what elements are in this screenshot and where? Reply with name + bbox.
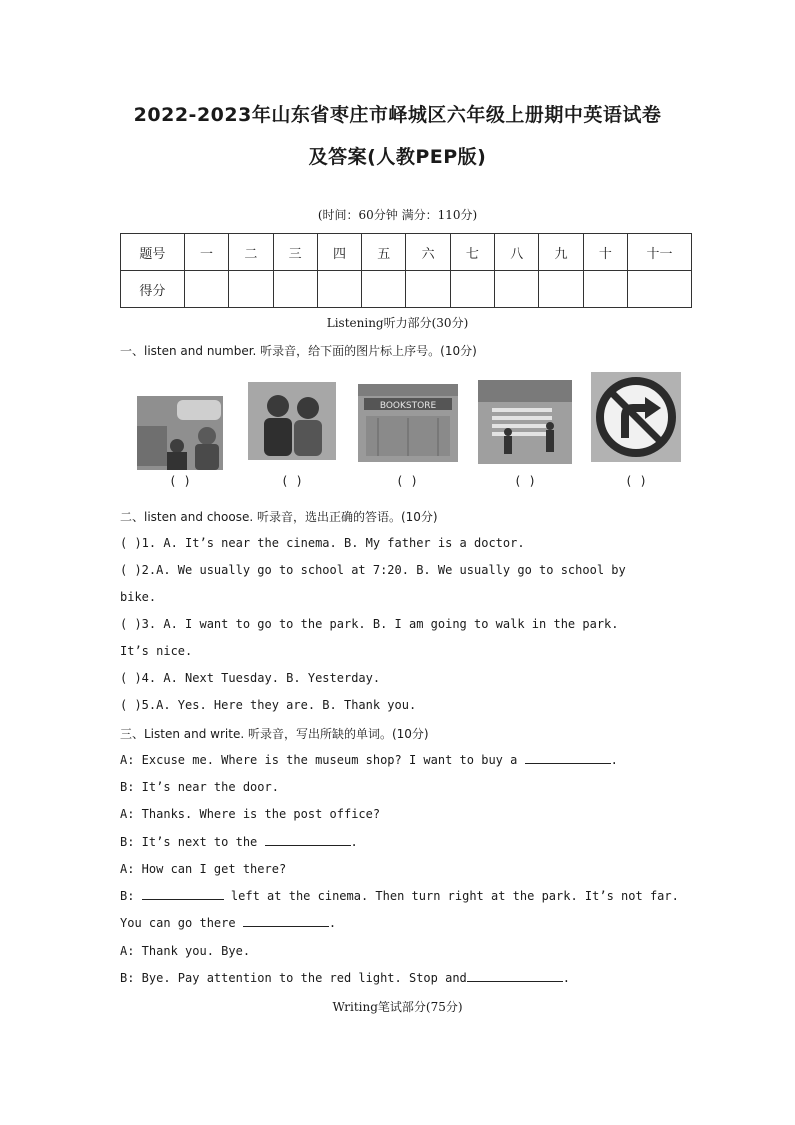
part2-question-5: ( )5.A. Yes. Here they are. B. Thank you. — [120, 698, 417, 712]
writing-heading: Writing笔试部分(75分) — [332, 1000, 463, 1014]
row-label-score: 得分 — [121, 271, 185, 308]
svg-text:BOOKSTORE: BOOKSTORE — [379, 401, 437, 411]
museum-person-photo — [137, 396, 223, 470]
dialogue-line-9 — [120, 971, 570, 985]
dialogue-line-6 — [120, 889, 679, 903]
dialogue-text: You can go there — [120, 916, 236, 930]
dialogue-line-8: A: Thank you. Bye. — [120, 944, 251, 958]
punctuation: . — [610, 753, 618, 767]
column-header: 二 — [229, 234, 273, 271]
dialogue-line-7 — [120, 916, 336, 930]
column-header: 一 — [184, 234, 228, 271]
part2-question-2-cont: bike. — [120, 590, 157, 604]
dialogue-text: B: — [120, 889, 135, 903]
score-cell[interactable] — [583, 271, 627, 308]
answer-bracket[interactable]: ( ) — [169, 474, 191, 488]
fill-blank-3[interactable] — [142, 889, 224, 900]
bookstore-photo-icon — [358, 384, 458, 462]
score-cell[interactable] — [450, 271, 494, 308]
part2-question-3: ( )3. A. I want to go to the park. B. I am going to walk in the park. — [120, 617, 619, 631]
dialogue-text: B: Bye. Pay attention to the red light. Stop and — [120, 971, 467, 985]
dialogue-text: A: Excuse me. Where is the museum shop? I want to buy a — [120, 753, 518, 767]
score-cell[interactable] — [229, 271, 273, 308]
fill-blank-1[interactable] — [525, 753, 611, 764]
column-header: 六 — [406, 234, 450, 271]
document-title-line1: 2022-2023年山东省枣庄市峄城区六年级上册期中英语试卷 — [133, 104, 662, 126]
dialogue-text: B: It’s next to the — [120, 835, 258, 849]
column-header: 五 — [362, 234, 406, 271]
answer-bracket[interactable]: ( ) — [514, 474, 536, 488]
row-label-question-number: 题号 — [121, 234, 185, 271]
score-cell[interactable] — [495, 271, 539, 308]
column-header: 八 — [495, 234, 539, 271]
score-cell[interactable] — [317, 271, 361, 308]
answer-bracket[interactable]: ( ) — [396, 474, 418, 488]
column-header: 四 — [317, 234, 361, 271]
punctuation: . — [562, 971, 571, 985]
part2-heading: 二、listen and choose. 听录音，选出正确的答语。(10分) — [120, 510, 438, 524]
score-cell[interactable] — [184, 271, 228, 308]
dialogue-line-3: A: Thanks. Where is the post office? — [120, 807, 381, 821]
answer-bracket[interactable]: ( ) — [281, 474, 303, 488]
dialogue-line-5: A: How can I get there? — [120, 862, 287, 876]
part2-question-4: ( )4. A. Next Tuesday. B. Yesterday. — [120, 671, 381, 685]
no-right-turn-sign — [591, 372, 681, 462]
score-cell[interactable] — [273, 271, 317, 308]
column-header: 九 — [539, 234, 583, 271]
column-header: 十 — [583, 234, 627, 271]
answer-bracket[interactable]: ( ) — [625, 474, 647, 488]
bookstore-photo — [358, 384, 458, 462]
listening-heading: Listening听力部分(30分) — [326, 316, 469, 330]
part2-question-2: ( )2.A. We usually go to school at 7:20. B. We usually go to school by — [120, 563, 626, 577]
column-header: 三 — [273, 234, 317, 271]
dialogue-line-1 — [120, 753, 618, 767]
document-title-line2: 及答案(人教PEP版) — [308, 146, 487, 168]
crosswalk-photo-icon — [478, 380, 572, 464]
fill-blank-5[interactable] — [467, 971, 563, 982]
punctuation: . — [350, 835, 358, 849]
no-right-turn-icon — [591, 372, 681, 462]
score-cell[interactable] — [406, 271, 450, 308]
part1-heading: 一、listen and number. 听录音，给下面的图片标上序号。(10分) — [120, 344, 477, 358]
museum-person-photo-icon — [137, 396, 223, 470]
score-table-header-row — [121, 234, 692, 271]
part2-question-3-cont: It’s nice. — [120, 644, 193, 658]
punctuation: . — [328, 916, 337, 930]
two-children-photo-icon — [248, 382, 336, 460]
score-table — [120, 233, 692, 308]
column-header: 十一 — [628, 234, 692, 271]
score-cell[interactable] — [539, 271, 583, 308]
score-cell[interactable] — [628, 271, 692, 308]
dialogue-line-4 — [120, 835, 358, 849]
fill-blank-4[interactable] — [243, 916, 329, 927]
exam-time-score: (时间：60分钟 满分：110分) — [317, 208, 478, 222]
fill-blank-2[interactable] — [265, 835, 351, 846]
score-table-score-row — [121, 271, 692, 308]
two-children-photo — [248, 382, 336, 460]
crosswalk-photo — [478, 380, 572, 464]
score-cell[interactable] — [362, 271, 406, 308]
dialogue-text: left at the cinema. Then turn right at the park. It’s not far. — [230, 889, 679, 903]
part3-heading: 三、Listen and write. 听录音，写出所缺的单词。(10分) — [120, 727, 429, 741]
part2-question-1: ( )1. A. It’s near the cinema. B. My father is a doctor. — [120, 536, 525, 550]
dialogue-line-2: B: It’s near the door. — [120, 780, 279, 794]
column-header: 七 — [450, 234, 494, 271]
